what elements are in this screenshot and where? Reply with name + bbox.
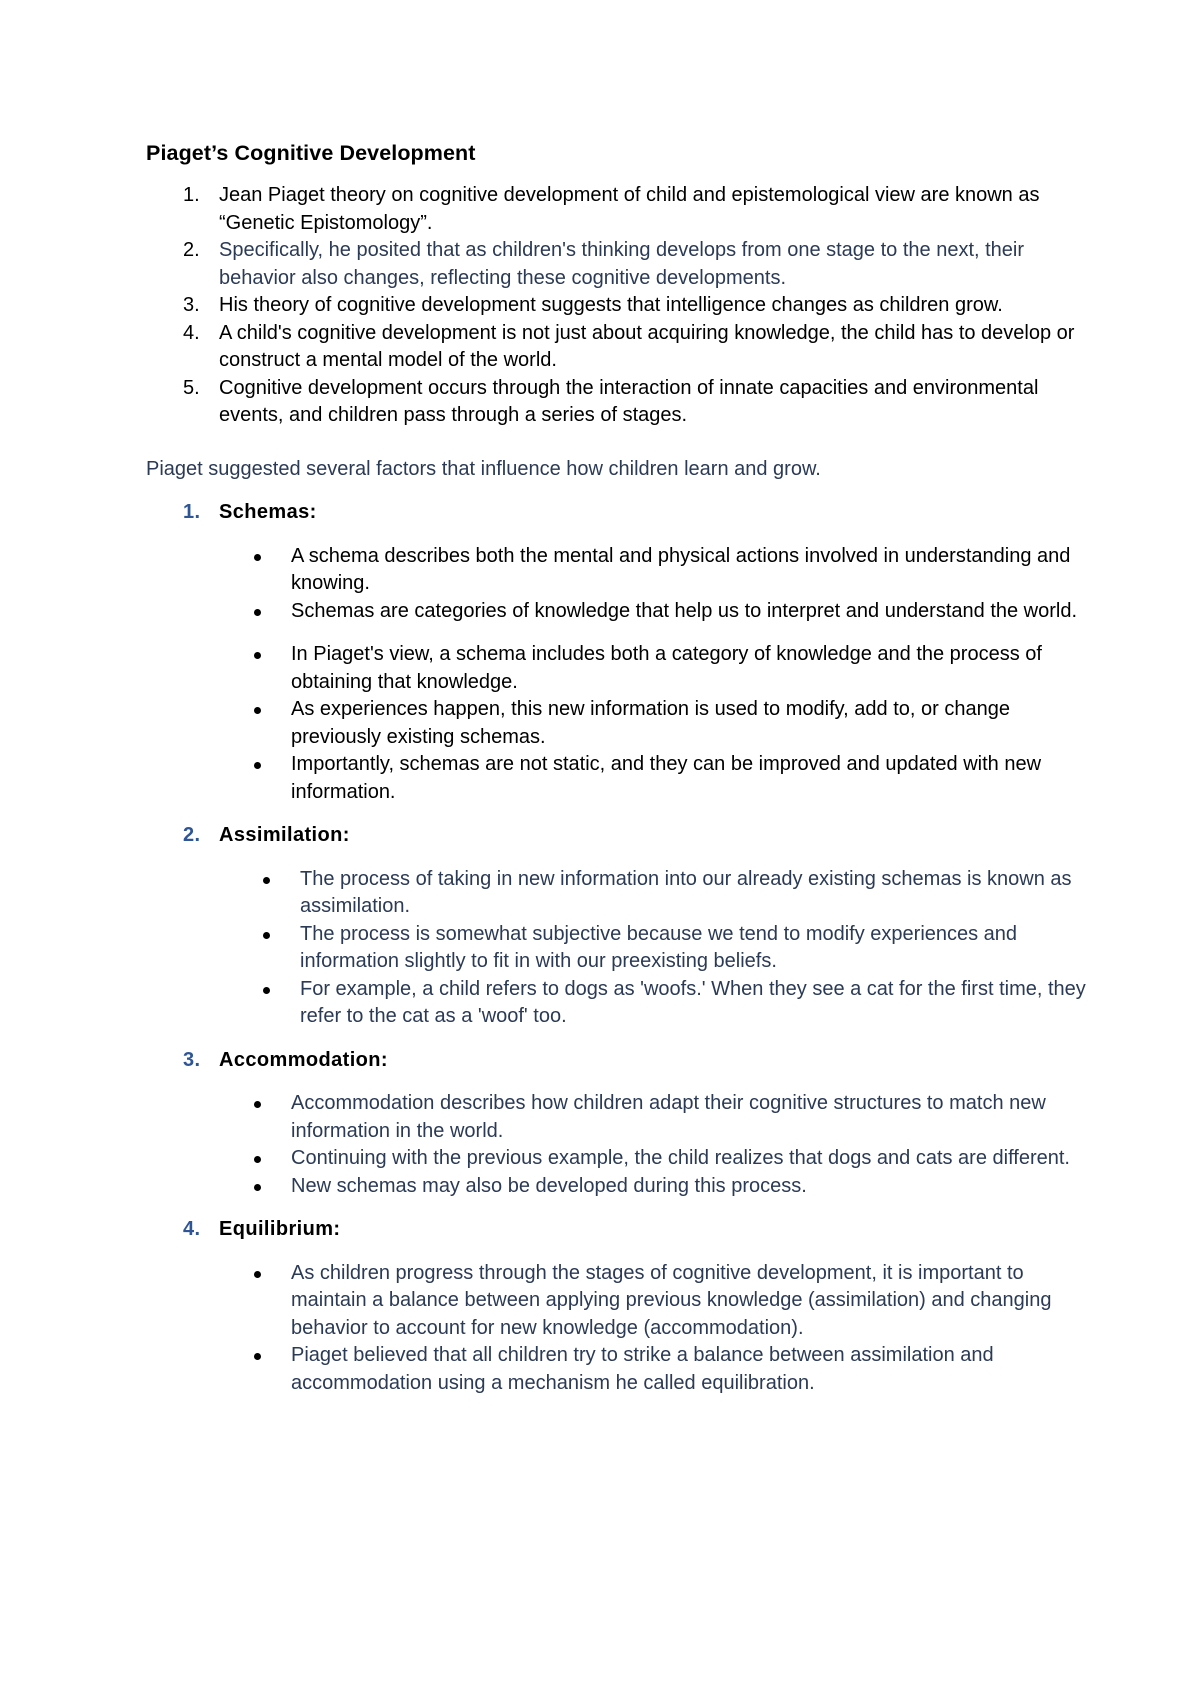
bullet-icon bbox=[254, 652, 261, 659]
bullet-text: The process is somewhat subjective because we tend to modify experiences and information slightly to fit in with our preexisting beliefs. bbox=[300, 922, 1018, 972]
bullet-icon bbox=[254, 1156, 261, 1163]
bullet-item bbox=[146, 696, 1096, 751]
bullet-text: New schemas may also be developed during this process. bbox=[291, 1174, 807, 1197]
bullet-icon bbox=[254, 1353, 261, 1360]
intro-item bbox=[146, 237, 1096, 292]
section-assimilation bbox=[146, 822, 1096, 1031]
bullet-text: A schema describes both the mental and physical actions involved in understanding and knowing. bbox=[291, 544, 1071, 594]
bullet-text: Schemas are categories of knowledge that help us to interpret and understand the world. bbox=[291, 599, 1078, 622]
bullet-text: As experiences happen, this new information is used to modify, add to, or change previously existing schemas. bbox=[291, 698, 1010, 748]
intro-item bbox=[146, 292, 1096, 320]
section-heading-text: Accommodation: bbox=[219, 1048, 388, 1071]
bullet-text: For example, a child refers to dogs as 'woofs.' When they see a cat for the first time, they refer to the cat as a 'woof' too. bbox=[300, 977, 1086, 1027]
bullet-item bbox=[146, 1173, 1096, 1201]
bullet-text: In Piaget's view, a schema includes both a category of knowledge and the process of obtaining that knowledge. bbox=[291, 643, 1042, 693]
intro-item-text: Jean Piaget theory on cognitive development of child and epistemological view are known as “Genetic Epistomology”. bbox=[219, 184, 1040, 234]
intro-item bbox=[146, 320, 1096, 375]
bullet-item bbox=[146, 1260, 1096, 1343]
section-accommodation bbox=[146, 1047, 1096, 1201]
bullet-icon bbox=[254, 554, 261, 561]
bullet-item bbox=[146, 1342, 1096, 1397]
intro-item bbox=[146, 375, 1096, 430]
section-heading bbox=[146, 822, 1096, 850]
bullet-icon bbox=[254, 707, 261, 714]
section-heading bbox=[146, 1216, 1096, 1244]
bullet-text: Continuing with the previous example, the child realizes that dogs and cats are different. bbox=[291, 1147, 1070, 1169]
section-heading-text: Schemas: bbox=[219, 501, 317, 523]
bullet-icon bbox=[263, 877, 270, 884]
bullet-icon bbox=[254, 1184, 261, 1191]
bullet-item bbox=[146, 866, 1096, 921]
section-number: 3. bbox=[183, 1048, 201, 1071]
bullet-list bbox=[146, 543, 1096, 807]
section-heading-text: Equilibrium: bbox=[219, 1218, 341, 1240]
intro-item-number: 2. bbox=[183, 239, 200, 261]
intro-item-text: A child's cognitive development is not just about acquiring knowledge, the child has to develop or construct a mental model of the world. bbox=[219, 321, 1075, 371]
bullet-icon bbox=[254, 762, 261, 769]
document-title: Piaget’s Cognitive Development bbox=[146, 141, 476, 165]
bullet-icon bbox=[263, 932, 270, 939]
factors-intro-paragraph: Piaget suggested several factors that influence how children learn and grow. bbox=[146, 457, 821, 480]
intro-item-number: 4. bbox=[183, 321, 200, 344]
section-heading bbox=[146, 499, 1096, 527]
intro-item-text: Specifically, he posited that as children's thinking develops from one stage to the next, their behavior also changes, reflecting these cognitive developments. bbox=[219, 239, 1025, 289]
bullet-icon bbox=[263, 987, 270, 994]
section-number: 1. bbox=[183, 501, 201, 523]
bullet-text: The process of taking in new information into our already existing schemas is known as assimilation. bbox=[300, 867, 1072, 917]
bullet-text: Accommodation describes how children adapt their cognitive structures to match new information in the world. bbox=[291, 1092, 1046, 1142]
intro-item-number: 5. bbox=[183, 376, 200, 399]
bullet-text: Piaget believed that all children try to strike a balance between assimilation and accommodation using a mechanism he called equilibration. bbox=[291, 1344, 994, 1394]
bullet-item bbox=[146, 1090, 1096, 1145]
document-page bbox=[146, 141, 1096, 1397]
bullet-item bbox=[146, 641, 1096, 696]
bullet-list bbox=[146, 1260, 1096, 1398]
intro-item-number: 1. bbox=[183, 184, 200, 206]
bullet-item bbox=[146, 751, 1096, 806]
bullet-item bbox=[146, 598, 1096, 626]
bullet-item bbox=[146, 976, 1096, 1031]
section-schemas bbox=[146, 499, 1096, 806]
intro-item-text: Cognitive development occurs through the interaction of innate capacities and environmental events, and children pass through a series of stages. bbox=[219, 376, 1039, 426]
bullet-text: As children progress through the stages of cognitive development, it is important to maintain a balance between applying previous knowledge (assimilation) and changing behavior to account for new knowledge (accommodation). bbox=[291, 1261, 1052, 1339]
bullet-icon bbox=[254, 1271, 261, 1278]
intro-item-text: His theory of cognitive development suggests that intelligence changes as children grow. bbox=[219, 294, 1003, 316]
bullet-list bbox=[146, 866, 1096, 1031]
bullet-item bbox=[146, 543, 1096, 598]
section-heading bbox=[146, 1047, 1096, 1075]
bullet-icon bbox=[254, 1101, 261, 1108]
bullet-item bbox=[146, 1145, 1096, 1173]
intro-item-number: 3. bbox=[183, 294, 200, 316]
bullet-text: Importantly, schemas are not static, and they can be improved and updated with new information. bbox=[291, 753, 1042, 803]
section-number: 2. bbox=[183, 824, 201, 846]
bullet-list bbox=[146, 1090, 1096, 1200]
bullet-item bbox=[146, 921, 1096, 976]
section-equilibrium bbox=[146, 1216, 1096, 1397]
intro-list bbox=[146, 182, 1096, 430]
intro-item bbox=[146, 182, 1096, 237]
bullet-icon bbox=[254, 609, 261, 616]
section-number: 4. bbox=[183, 1218, 201, 1240]
section-heading-text: Assimilation: bbox=[219, 824, 350, 846]
